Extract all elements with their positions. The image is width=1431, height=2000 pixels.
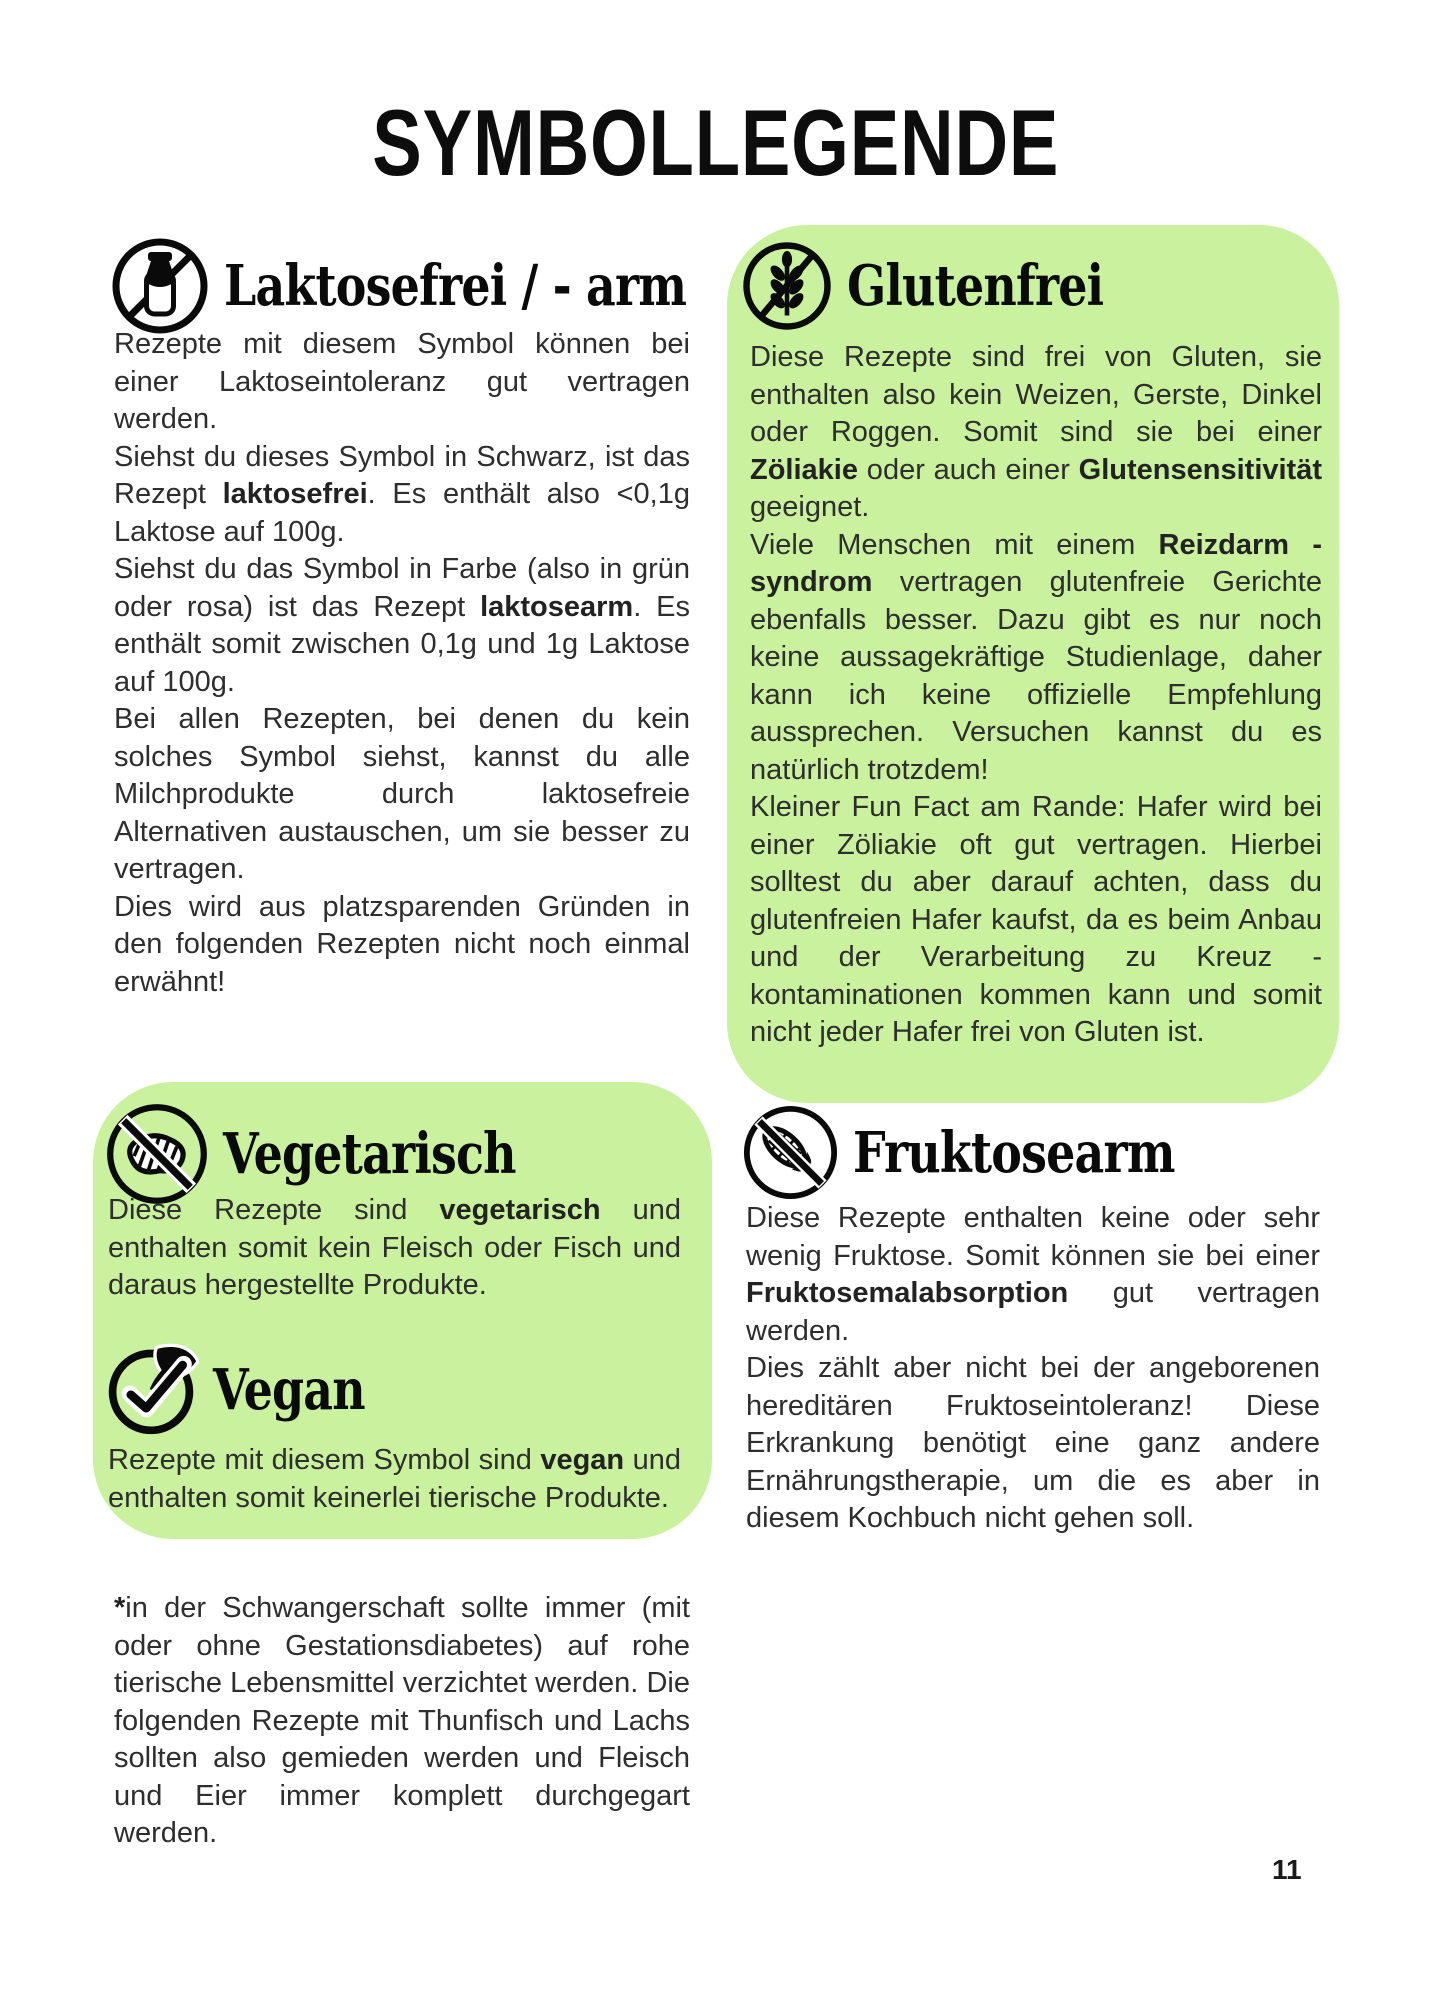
paragraph: Viele Menschen mit einem Reizdarm - syndrom vertragen glutenfreie Gerichte ebenfalls besser. Dazu gibt es nur noch keine aussagekräftige Studienlage, daher kann ich keine offizielle Empfehlung aussprechen. Versuchen kannst du es natürlich trotzdem! <box>750 528 1322 786</box>
section-vegetarisch-heading-row <box>105 1102 580 1206</box>
page-title: SYMBOLLEGENDE <box>372 90 1059 195</box>
section-fruktosearm-heading: Fruktosearm <box>853 1119 1175 1186</box>
paragraph: *in der Schwangerschaft sollte immer (mit oder ohne Gestationsdiabetes) auf rohe tierische Lebensmittel verzichtet werden. Die folgenden Rezepte mit Thunfisch und Lachs sollten also gemieden werden und Fleisch und Eier immer komplett durchgegart werden. <box>114 1592 690 1849</box>
paragraph: Dies zählt aber nicht bei der angeborenen hereditären Fruktoseintoleranz! Diese Erkrankung benötigt eine ganz andere Ernährungstherapie, um die es aber in diesem Kochbuch nicht gehen soll. <box>746 1352 1320 1534</box>
vegetarisch-text <box>108 1192 681 1305</box>
paragraph: Siehst du dieses Symbol in Schwarz, ist das Rezept laktosefrei. Es enthält also <0,1g Laktose auf 100g. <box>114 440 690 548</box>
pregnancy-footnote <box>114 1590 690 1853</box>
vegan-leaf-check-icon <box>103 1342 199 1438</box>
page-number: 11 <box>1272 1854 1302 1885</box>
section-glutenfrei-heading: Glutenfrei <box>847 253 1104 319</box>
vegetarisch-vegan-green-box <box>93 1082 712 1539</box>
glutenfrei-green-box <box>727 225 1339 1103</box>
no-fructose-icon <box>742 1104 839 1201</box>
glutenfrei-text <box>750 339 1322 1052</box>
paragraph: Bei allen Rezepten, bei denen du kein solches Symbol siehst, kannst du alle Milchprodukte durch laktosefreie Alternativen austauschen, um sie besser zu vertragen. <box>114 703 690 885</box>
paragraph: Rezepte mit diesem Symbol können bei einer Laktoseintoleranz gut vertragen werden. <box>114 328 690 435</box>
page-title-wrap <box>0 90 1431 195</box>
section-laktosefrei-heading: Laktosefrei / - arm <box>224 253 687 319</box>
section-glutenfrei-heading-row <box>741 240 1160 332</box>
no-gluten-icon <box>741 240 833 332</box>
paragraph: Diese Rezepte sind vegetarisch und enthalten somit kein Fleisch oder Fisch und daraus hergestellte Produkte. <box>108 1194 681 1301</box>
laktosefrei-text <box>114 326 690 1001</box>
no-meat-icon <box>105 1102 209 1206</box>
paragraph: Kleiner Fun Fact am Rande: Hafer wird bei einer Zöliakie oft gut vertragen. Hierbei solltest du aber darauf achten, dass du glutenfreien Hafer kaufst, da es beim Anbau und der Verarbeitung zu Kreuz - kontaminationen kommen kann und somit nicht jeder Hafer frei von Gluten ist. <box>750 791 1322 1048</box>
section-vegan-heading-row <box>103 1342 398 1438</box>
section-fruktosearm-heading-row <box>742 1104 1245 1201</box>
section-vegetarisch-heading: Vegetarisch <box>223 1121 516 1187</box>
paragraph: Rezepte mit diesem Symbol sind vegan und enthalten somit keinerlei tierische Produkte. <box>108 1444 681 1514</box>
fruktosearm-text <box>746 1200 1320 1538</box>
vegan-text <box>108 1442 681 1517</box>
paragraph: Diese Rezepte sind frei von Gluten, sie enthalten also kein Weizen, Gerste, Dinkel oder Roggen. Somit sind sie bei einer Zöliakie oder auch einer Glutensensitivität geeignet. <box>750 341 1322 523</box>
no-milk-icon <box>110 236 210 336</box>
paragraph: Siehst du das Symbol in Farbe (also in grün oder rosa) ist das Rezept laktosearm. Es enthält somit zwischen 0,1g und 1g Laktose auf 100g. <box>114 553 690 698</box>
paragraph: Diese Rezepte enthalten keine oder sehr wenig Fruktose. Somit können sie bei einer Fruktosemalabsorption gut vertragen werden. <box>746 1202 1320 1347</box>
section-laktosefrei-heading-row <box>110 236 788 336</box>
section-vegan-heading: Vegan <box>213 1357 365 1423</box>
paragraph: Dies wird aus platzsparenden Gründen in den folgenden Rezepten nicht noch einmal erwähnt! <box>114 890 690 998</box>
